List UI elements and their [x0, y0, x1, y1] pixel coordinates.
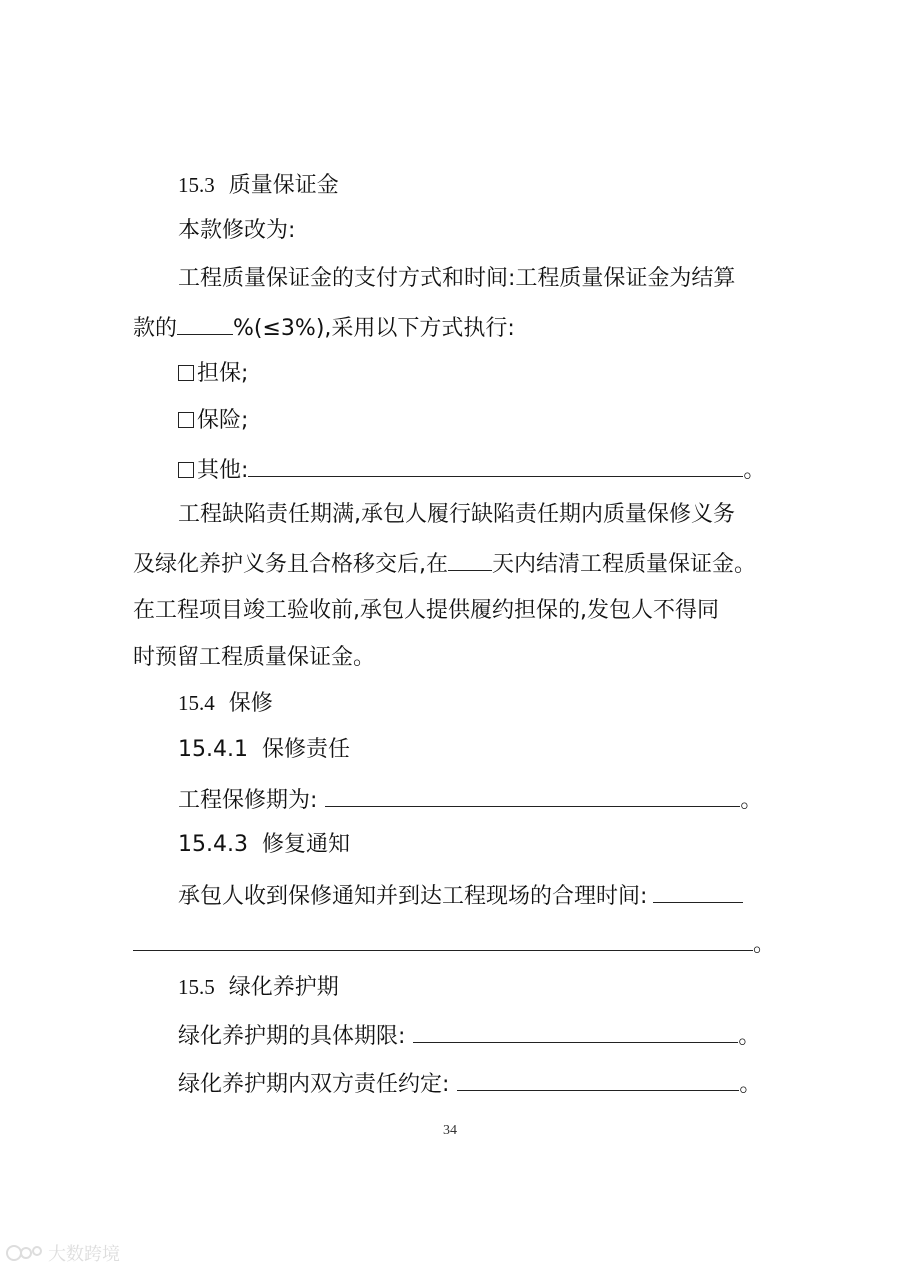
checkbox-other[interactable]	[178, 462, 194, 478]
paragraph-defect-line2: 及绿化养护义务且合格移交后,在 天内结清工程质量保证金。	[133, 548, 756, 580]
paragraph-defect-line4: 时预留工程质量保证金。	[133, 645, 376, 670]
section-15-3-heading	[178, 170, 339, 201]
section-number: 15.4.1	[178, 737, 248, 762]
repair-blank-a[interactable]	[653, 880, 743, 903]
paragraph-warranty: 工程保修期为: 。	[178, 784, 762, 816]
checkbox-guarantee[interactable]	[178, 365, 194, 381]
watermark-text: 大数跨境	[48, 1244, 120, 1265]
warranty-blank[interactable]	[325, 784, 740, 807]
section-number: 15.3	[178, 173, 215, 197]
section-title: 保修责任	[261, 737, 350, 762]
section-15-5-heading	[178, 972, 339, 1003]
section-number: 15.5	[178, 975, 215, 999]
section-title: 保修	[228, 691, 273, 716]
checkbox-insurance[interactable]	[178, 412, 194, 428]
paragraph-repair: 承包人收到保修通知并到达工程现场的合理时间:	[178, 880, 743, 912]
percent-blank[interactable]	[177, 312, 233, 335]
section-15-4-1-heading	[178, 735, 350, 765]
days-blank[interactable]	[448, 548, 492, 571]
watermark	[6, 1240, 120, 1266]
paragraph-modify: 本款修改为:	[178, 218, 296, 243]
page-number: 34	[443, 1123, 457, 1138]
watermark-logo-icon	[6, 1242, 44, 1264]
section-title: 质量保证金	[228, 173, 339, 198]
option-insurance: 保险;	[178, 406, 248, 436]
green-responsibility-blank[interactable]	[457, 1068, 739, 1091]
paragraph-green-period: 绿化养护期的具体期限: 。	[178, 1020, 760, 1052]
section-number: 15.4	[178, 691, 215, 715]
section-title: 修复通知	[261, 832, 350, 857]
section-15-4-heading	[178, 688, 273, 719]
paragraph-defect-line3: 在工程项目竣工验收前,承包人提供履约担保的,发包人不得同	[133, 598, 719, 623]
option-other: 其他: 。	[178, 454, 765, 486]
paragraph-green-responsibility: 绿化养护期内双方责任约定: 。	[178, 1068, 761, 1100]
section-15-4-3-heading	[178, 830, 350, 860]
repair-blank-line: 。	[133, 928, 775, 960]
paragraph-defect-line1: 工程缺陷责任期满,承包人履行缺陷责任期内质量保修义务	[178, 502, 735, 527]
paragraph-payment-line1: 工程质量保证金的支付方式和时间:工程质量保证金为结算	[178, 266, 736, 291]
other-blank[interactable]	[248, 454, 743, 477]
repair-blank-b[interactable]	[133, 928, 753, 951]
section-title: 绿化养护期	[228, 975, 339, 1000]
option-guarantee: 担保;	[178, 359, 248, 389]
section-number: 15.4.3	[178, 832, 248, 857]
paragraph-payment-line2: 款的 %(≤3%),采用以下方式执行:	[133, 312, 515, 344]
green-period-blank[interactable]	[413, 1020, 738, 1043]
